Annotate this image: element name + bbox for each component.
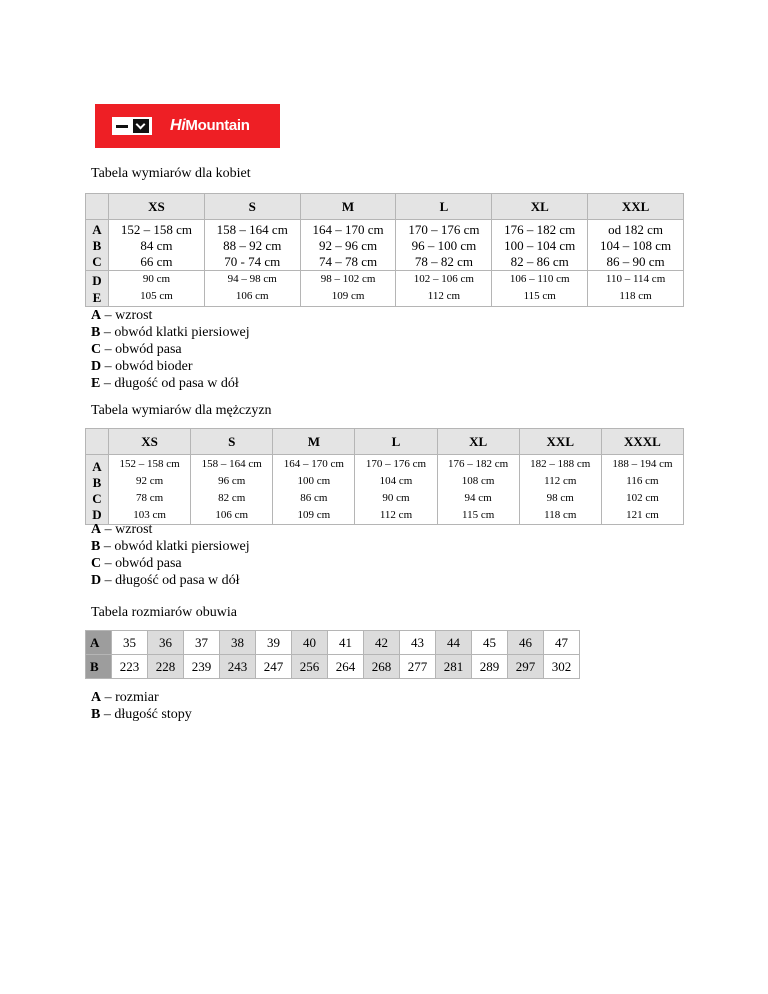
women-cell-s-small: 94 – 98 cm 106 cm	[204, 271, 300, 307]
legend-item: C – obwód pasa	[91, 342, 182, 357]
legend-item: B – długość stopy	[91, 707, 192, 722]
legend-item: A – wzrost	[91, 522, 153, 537]
women-cell-l-small: 102 – 106 cm 112 cm	[396, 271, 492, 307]
women-cell-xl-small: 106 – 110 cm 115 cm	[492, 271, 588, 307]
men-cell-xl: 176 – 182 cm 108 cm 94 cm 115 cm	[437, 455, 519, 525]
shoe-row-label: A	[86, 631, 112, 655]
men-size-header: XS	[109, 429, 191, 455]
shoe-size-cell: 46	[508, 631, 544, 655]
shoes-table-title: Tabela rozmiarów obuwia	[91, 605, 237, 620]
women-size-header: M	[300, 194, 396, 220]
shoe-length-cell: 223	[112, 655, 148, 679]
men-size-header: XXL	[519, 429, 601, 455]
shoe-size-cell: 35	[112, 631, 148, 655]
men-size-header: L	[355, 429, 437, 455]
women-size-header: XXL	[588, 194, 684, 220]
legend-item: E – długość od pasa w dół	[91, 376, 239, 391]
shoe-length-cell: 268	[364, 655, 400, 679]
men-cell-l: 170 – 176 cm 104 cm 90 cm 112 cm	[355, 455, 437, 525]
women-cell-xxl: od 182 cm 104 – 108 cm 86 – 90 cm	[588, 220, 684, 271]
shoe-size-cell: 37	[184, 631, 220, 655]
women-cell-xxl-small: 110 – 114 cm 118 cm	[588, 271, 684, 307]
shoe-size-cell: 41	[328, 631, 364, 655]
legend-item: D – długość od pasa w dół	[91, 573, 240, 588]
shoe-size-cell: 45	[472, 631, 508, 655]
women-size-table	[85, 193, 684, 307]
shoe-length-cell: 289	[472, 655, 508, 679]
shoe-size-row	[86, 631, 580, 655]
legend-item: C – obwód pasa	[91, 556, 182, 571]
shoe-size-table	[85, 630, 580, 679]
shoe-size-cell: 36	[148, 631, 184, 655]
shoe-length-cell: 277	[400, 655, 436, 679]
men-size-header: M	[273, 429, 355, 455]
shoe-length-cell: 239	[184, 655, 220, 679]
shoe-length-cell: 297	[508, 655, 544, 679]
logo-brand-text: HiMountain	[170, 117, 250, 134]
women-cell-xs-small: 90 cm 105 cm	[109, 271, 205, 307]
women-cell-m-small: 98 – 102 cm 109 cm	[300, 271, 396, 307]
women-row-labels: A B C	[86, 220, 109, 271]
shoe-size-cell: 39	[256, 631, 292, 655]
men-cell-s: 158 – 164 cm 96 cm 82 cm 106 cm	[191, 455, 273, 525]
women-cell-m: 164 – 170 cm 92 – 96 cm 74 – 78 cm	[300, 220, 396, 271]
shoe-length-cell: 256	[292, 655, 328, 679]
women-cell-xl: 176 – 182 cm 100 – 104 cm 82 – 86 cm	[492, 220, 588, 271]
logo-mark-icon	[112, 117, 152, 135]
shoe-size-cell: 38	[220, 631, 256, 655]
shoe-length-cell: 281	[436, 655, 472, 679]
shoe-size-cell: 44	[436, 631, 472, 655]
women-size-header: L	[396, 194, 492, 220]
shoe-size-cell: 40	[292, 631, 328, 655]
men-cell-xxl: 182 – 188 cm 112 cm 98 cm 118 cm	[519, 455, 601, 525]
men-table-title: Tabela wymiarów dla mężczyzn	[91, 403, 272, 418]
legend-item: D – obwód bioder	[91, 359, 193, 374]
women-size-header: XL	[492, 194, 588, 220]
legend-item: A – rozmiar	[91, 690, 159, 705]
men-size-header: XXXL	[601, 429, 683, 455]
men-size-table	[85, 428, 684, 525]
men-legend	[91, 521, 250, 589]
women-cell-l: 170 – 176 cm 96 – 100 cm 78 – 82 cm	[396, 220, 492, 271]
women-cell-xs: 152 – 158 cm 84 cm 66 cm	[109, 220, 205, 271]
shoe-length-cell: 264	[328, 655, 364, 679]
women-row-labels-small: D E	[86, 271, 109, 307]
men-size-header: S	[191, 429, 273, 455]
shoe-row-label: B	[86, 655, 112, 679]
men-cell-xs: 152 – 158 cm 92 cm 78 cm 103 cm	[109, 455, 191, 525]
women-size-header: S	[204, 194, 300, 220]
men-row-labels: A B C D	[86, 455, 109, 525]
men-cell-xxxl: 188 – 194 cm 116 cm 102 cm 121 cm	[601, 455, 683, 525]
legend-item: B – obwód klatki piersiowej	[91, 325, 250, 340]
shoe-size-cell: 47	[544, 631, 580, 655]
men-cell-m: 164 – 170 cm 100 cm 86 cm 109 cm	[273, 455, 355, 525]
women-corner-cell	[86, 194, 109, 220]
hi-mountain-logo	[95, 104, 280, 148]
women-legend	[91, 307, 250, 392]
men-corner-cell	[86, 429, 109, 455]
shoe-length-cell: 302	[544, 655, 580, 679]
shoe-length-cell: 247	[256, 655, 292, 679]
shoe-length-cell: 228	[148, 655, 184, 679]
shoe-size-cell: 43	[400, 631, 436, 655]
men-size-header: XL	[437, 429, 519, 455]
women-cell-s: 158 – 164 cm 88 – 92 cm 70 - 74 cm	[204, 220, 300, 271]
shoe-size-cell: 42	[364, 631, 400, 655]
legend-item: B – obwód klatki piersiowej	[91, 539, 250, 554]
women-size-header: XS	[109, 194, 205, 220]
shoes-legend	[91, 689, 192, 723]
legend-item: A – wzrost	[91, 308, 153, 323]
shoe-length-cell: 243	[220, 655, 256, 679]
women-table-title: Tabela wymiarów dla kobiet	[91, 166, 251, 181]
shoe-length-row	[86, 655, 580, 679]
